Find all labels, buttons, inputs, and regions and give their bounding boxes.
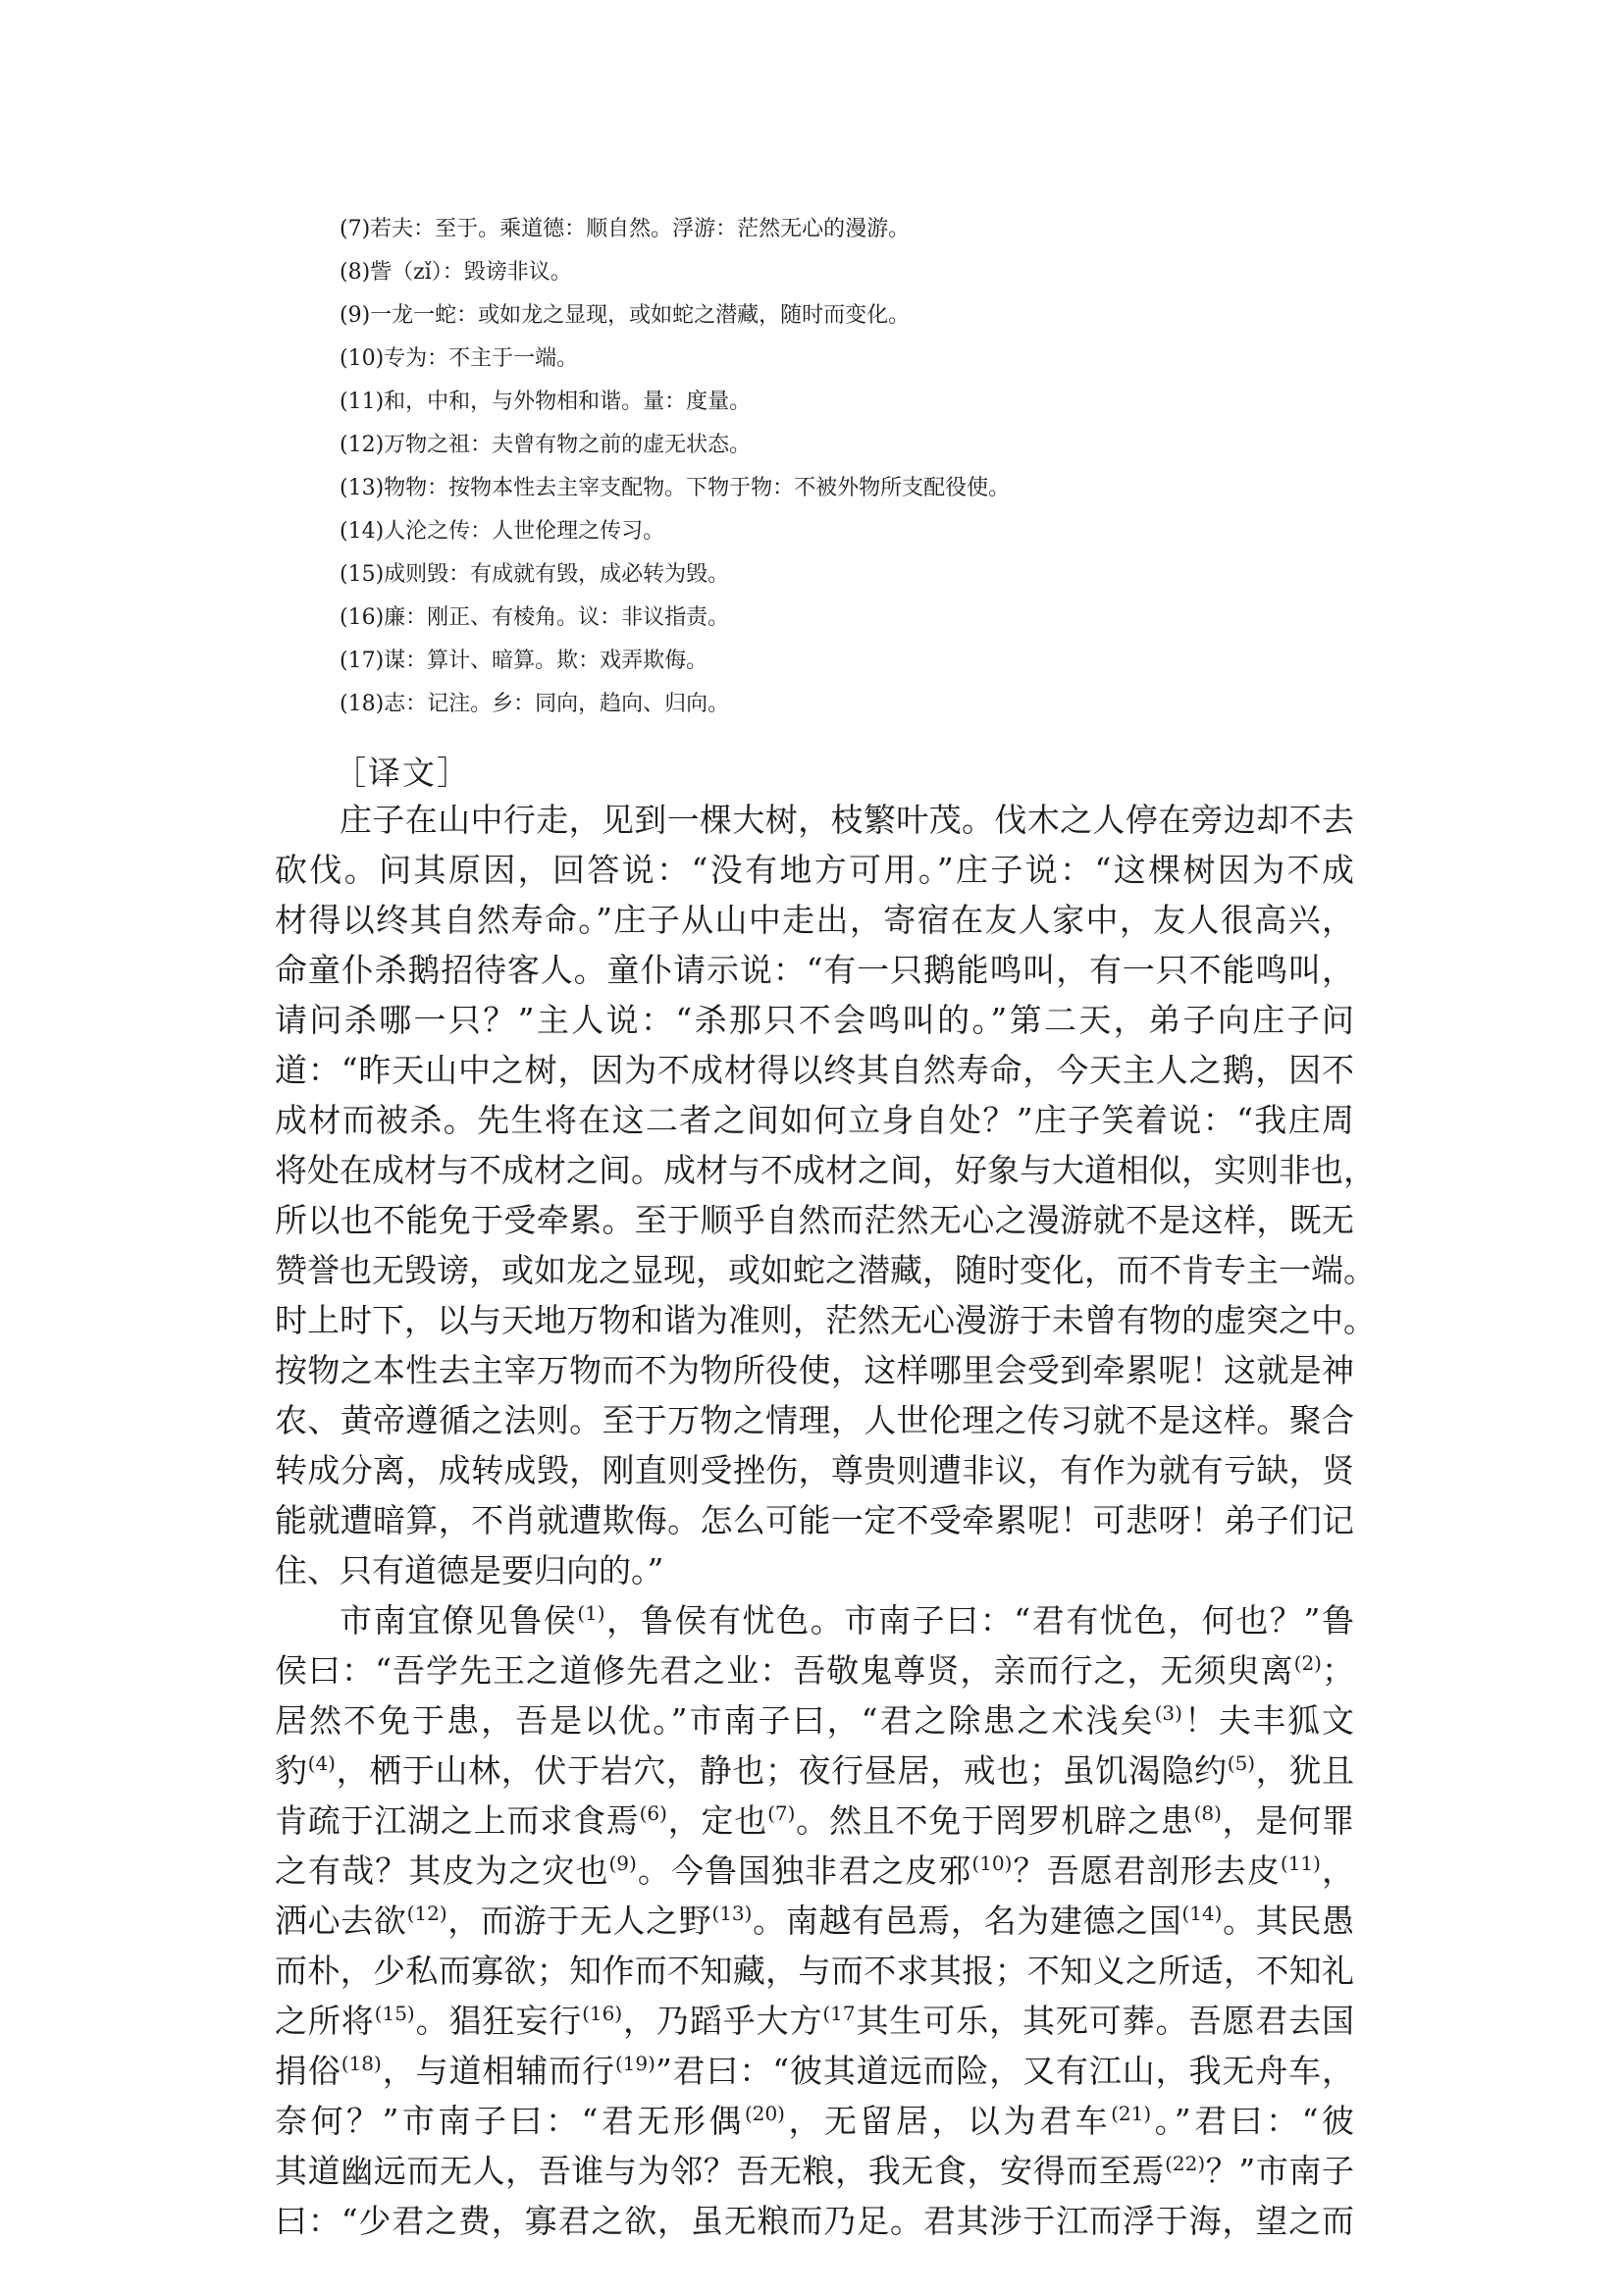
footnote-ref: (7): [767, 1801, 796, 1825]
text-line: 市南宜僚见鲁侯$^{(1)}$，鲁侯有忧色。市南子曰：“君有忧色，何也？”鲁: [340, 1601, 1355, 1640]
text-line: 将处在成材与不成材之间。成材与不成材之间，好象与大道相似，实则非也，: [275, 1151, 1376, 1189]
footnote-ref: (15): [374, 2002, 415, 2025]
footnote-ref: (1): [577, 1601, 605, 1625]
text-line: 道：“昨天山中之树，因为不成材得以终其自然寿命，今天主人之鹅，因不: [275, 1051, 1354, 1089]
footnote-ref: (13): [711, 1902, 753, 1925]
footnote-ref: (18): [341, 2052, 382, 2075]
footnote-ref: (6): [639, 1801, 667, 1825]
footnote-ref: (19): [614, 2052, 655, 2075]
text-line: 砍伐。问其原因，回答说：“没有地方可用。”庄子说：“这棵树因为不成: [275, 851, 1354, 889]
section-heading: ［译文］: [334, 754, 471, 792]
text-line: 之所将$^{(15)}$。猖狂妄行$^{(16)}$，乃蹈乎大方$^{(17}$其生可乐，其死可葬。吾愿君去国: [275, 2002, 1354, 2040]
note-item: (16)廉：刚正、有棱角。议：非议指责。: [340, 605, 730, 630]
note-item: (7)若夫：至于。乘道德：顺自然。浮游：茫然无心的漫游。: [340, 217, 911, 241]
footnote-ref: (17: [822, 2002, 856, 2025]
text-line: 时上时下，以与天地万物和谐为准则，茫然无心漫游于未曾有物的虚突之中。: [275, 1301, 1376, 1339]
text-line: 奈何？”市南子曰：“君无形偶$^{(20)}$，无留居，以为君车$^{(21)}$。”君曰：“彼: [275, 2102, 1354, 2140]
note-item: (17)谋：算计、暗算。欺：戏弄欺侮。: [340, 649, 708, 673]
footnote-ref: (21): [1111, 2102, 1152, 2125]
footnote-ref: (12): [406, 1902, 447, 1925]
note-item: (8)訾（zǐ）：毁谤非议。: [340, 260, 572, 285]
footnote-ref: (5): [1227, 1751, 1256, 1775]
text-line: 之有哉？其皮为之灾也$^{(9)}$。今鲁国独非君之皮邪$^{(10)}$？吾愿君剖形去皮$^{(11)}$，: [275, 1851, 1355, 1890]
note-item: (15)成则毁：有成就有毁，成必转为毁。: [340, 562, 730, 587]
footnote-ref: (2): [1293, 1651, 1322, 1675]
text-line: 转成分离，成转成毁，刚直则受挫伤，尊贵则遭非议，有作为就有亏缺，贤: [275, 1451, 1354, 1489]
body-text: [275, 795, 1376, 2246]
footnote-ref: (16): [582, 2002, 623, 2025]
footnote-ref: (10): [971, 1851, 1013, 1875]
text-line: 而朴，少私而寡欲；知作而不知藏，与而不求其报；不知义之所适，不知礼: [275, 1952, 1354, 1990]
note-item: (11)和，中和，与外物相和谐。量：度量。: [340, 390, 752, 414]
note-item: (18)志：记注。乡：同向，趋向、归向。: [340, 692, 730, 716]
footnote-ref: (11): [1280, 1851, 1321, 1875]
text-line: 其道幽远而无人，吾谁与为邻？吾无粮，我无食，安得而至焉$^{(22)}$？”市南子: [275, 2152, 1355, 2190]
text-line: 洒心去欲$^{(12)}$，而游于无人之野$^{(13)}$。南越有邑焉，名为建德之国$^{(14)}$。其民愚: [275, 1902, 1355, 1940]
text-line: 能就遭暗算，不肖就遭欺侮。怎么可能一定不受牵累呢！可悲呀！弟子们记: [275, 1501, 1354, 1539]
text-line: 捐俗$^{(18)}$，与道相辅而行$^{(19)}$”君曰：“彼其道远而险，又有江山，我无舟车，: [275, 2052, 1354, 2090]
footnote-ref: (14): [1181, 1902, 1223, 1925]
note-item: (12)万物之祖：夫曾有物之前的虚无状态。: [340, 433, 752, 457]
footnote-ref: (3): [1154, 1701, 1182, 1725]
text-line: 成材而被杀。先生将在这二者之间如何立身自处？”庄子笑着说：“我庄周: [275, 1101, 1354, 1139]
text-line: 豹$^{(4)}$，栖于山林，伏于岩穴，静也；夜行昼居，戒也；虽饥渴隐约$^{(5)}$，犹且: [275, 1751, 1355, 1790]
text-line: 按物之本性去主宰万物而不为物所役使，这样哪里会受到牵累呢！这就是神: [275, 1351, 1354, 1389]
text-line: 农、黄帝遵循之法则。至于万物之情理，人世伦理之传习就不是这样。聚合: [275, 1401, 1354, 1439]
text-line: 住、只有道德是要归向的。”: [275, 1551, 664, 1590]
footnote-ref: (22): [1165, 2152, 1206, 2175]
note-item: (9)一龙一蛇：或如龙之显现，或如蛇之潜藏，随时而变化。: [340, 303, 911, 328]
note-item: (10)专为：不主于一端。: [340, 346, 579, 371]
text-line: 肯疏于江湖之上而求食焉$^{(6)}$，定也$^{(7)}$。然且不免于罔罗机辟之患$^{(8)}$，是何罪: [275, 1801, 1355, 1840]
text-line: 庄子在山中行走，见到一棵大树，枝繁叶茂。伐木之人停在旁边却不去: [340, 801, 1354, 839]
text-line: 曰：“少君之费，寡君之欲，虽无粮而乃足。君其涉于江而浮于海，望之而: [275, 2202, 1354, 2240]
footnote-ref: (9): [608, 1851, 637, 1875]
text-line: 请问杀哪一只？”主人说：“杀那只不会鸣叫的。”第二天，弟子向庄子问: [275, 1001, 1354, 1039]
note-item: (13)物物：按物本性去主宰支配物。下物于物：不被外物所支配役使。: [340, 476, 1011, 500]
footnote-ref: (20): [744, 2102, 785, 2125]
text-line: 赞誉也无毁谤，或如龙之显现，或如蛇之潜藏，随时变化，而不肯专主一端。: [275, 1251, 1376, 1289]
footnote-ref: (4): [307, 1751, 336, 1775]
text-line: 材得以终其自然寿命。”庄子从山中走出，寄宿在友人家中，友人很高兴，: [275, 901, 1354, 939]
text-line: 居然不免于患，吾是以优。”市南子曰，“君之除患之术浅矣$^{(3)}$！夫丰狐文: [275, 1701, 1355, 1740]
annotation-notes: [340, 208, 1321, 726]
note-item: (14)人沦之传：人世伦理之传习。: [340, 519, 665, 544]
text-line: 命童仆杀鹅招待客人。童仆请示说：“有一只鹅能鸣叫，有一只不能鸣叫，: [275, 951, 1354, 989]
text-line: 所以也不能免于受牵累。至于顺乎自然而茫然无心之漫游就不是这样，既无: [275, 1201, 1354, 1239]
footnote-ref: (8): [1193, 1801, 1222, 1825]
text-line: 侯曰：“吾学先王之道修先君之业：吾敬鬼尊贤，亲而行之，无须臾离$^{(2)}$；: [275, 1651, 1354, 1690]
